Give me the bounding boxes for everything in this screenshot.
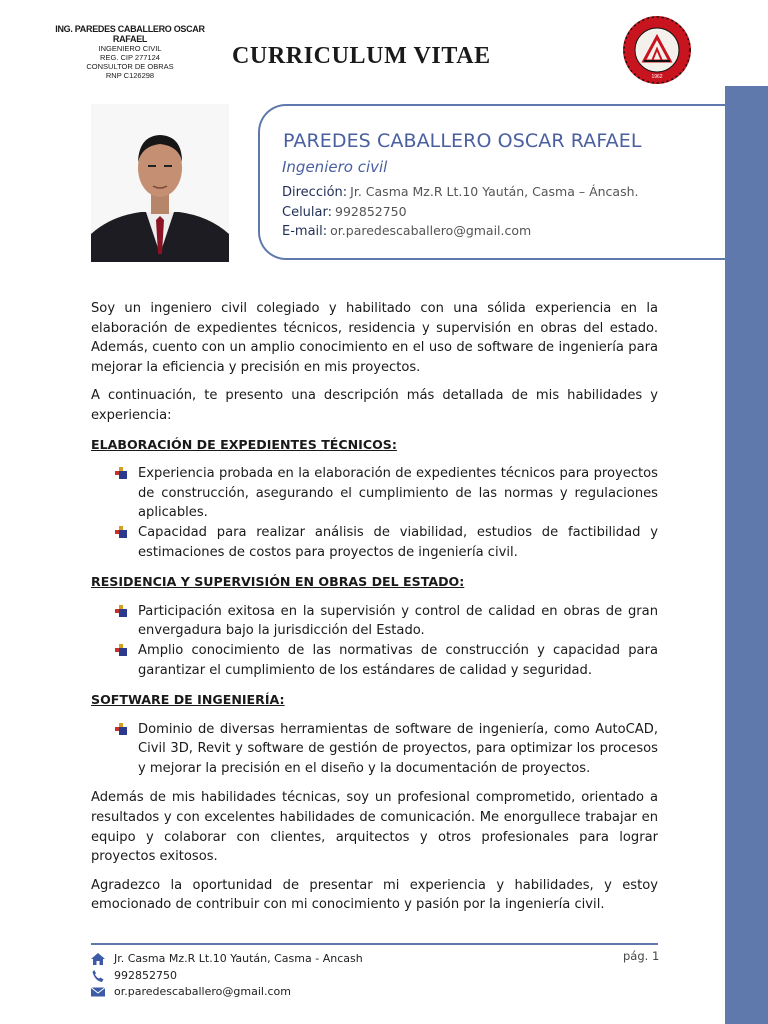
list-item-text: Capacidad para realizar análisis de viabilidad, estudios de factibilidad y estimaciones de costos para proyectos de ingeniería civil.: [138, 524, 658, 560]
footer-address-row: [91, 952, 363, 965]
phone-label: Celular:: [282, 205, 333, 220]
intro-paragraph: Soy un ingeniero civil colegiado y habilitado con una sólida experiencia en la elaboración de expedientes técnicos, residencia y supervisión en obras del estado. Además, cuento con un amplio conocimiento en el uso de software de ingeniería para mejorar la eficiencia y precisión en mis proyectos.: [91, 301, 658, 375]
home-icon: [91, 953, 105, 965]
footer-email[interactable]: or.paredescaballero@gmail.com: [114, 985, 291, 998]
bullet-icon: [115, 467, 127, 479]
list-item: [91, 523, 658, 562]
address-label: Dirección:: [282, 185, 348, 200]
stamp-profession: INGENIERO CIVIL: [98, 44, 162, 53]
list-item: [91, 602, 658, 641]
engineers-college-seal-icon: [622, 15, 692, 85]
list-item: [91, 720, 658, 779]
job-title: Ingeniero civil: [282, 158, 388, 176]
list-item: [91, 464, 658, 523]
professional-stamp: [40, 24, 220, 80]
section-heading: SOFTWARE DE INGENIERÍA:: [91, 692, 285, 708]
lead-paragraph: A continuación, te presento una descripción más detallada de mis habilidades y experiencia:: [91, 388, 658, 423]
envelope-icon: [91, 986, 105, 998]
list-item-text: Experiencia probada en la elaboración de expedientes técnicos para proyectos de construcción, asegurando el cumplimiento de las normas y regulaciones aplicables.: [138, 466, 658, 521]
profile-photo: [91, 104, 229, 262]
list-item-text: Dominio de diversas herramientas de software de ingeniería, como AutoCAD, Civil 3D, Revit y software de gestión de proyectos, para optimizar los procesos y mejorar la precisión en el diseño y la documentación de proyectos.: [138, 721, 658, 776]
footer-phone-row: [91, 969, 177, 982]
email-label: E-mail:: [282, 224, 328, 239]
side-accent-bar: [725, 86, 768, 1024]
phone-value: 992852750: [335, 204, 407, 219]
address-row: [282, 184, 638, 200]
section-heading: RESIDENCIA Y SUPERVISIÓN EN OBRAS DEL ESTADO:: [91, 574, 465, 590]
seal-year: 1962: [651, 74, 663, 80]
stamp-rnp: RNP C126298: [105, 71, 155, 80]
bullet-icon: [115, 723, 127, 735]
phone-icon: [91, 970, 105, 982]
closing-paragraph: Además de mis habilidades técnicas, soy un profesional comprometido, orientado a resultados y con excelentes habilidades de comunicación. Me enorgullece trabajar en equipo y colaborar con clientes, arquitectos y otros profesionales para lograr proyectos exitosos.: [91, 790, 658, 865]
skills-list: [91, 464, 658, 562]
phone-row: [282, 204, 407, 220]
list-item-text: Participación exitosa en la supervisión y control de calidad en obras de gran envergadura bajo la jurisdicción del Estado.: [138, 603, 658, 639]
email-value[interactable]: or.paredescaballero@gmail.com: [330, 223, 532, 238]
full-name: PAREDES CABALLERO OSCAR RAFAEL: [283, 130, 642, 152]
stamp-consultant: CONSULTOR DE OBRAS: [86, 62, 174, 71]
footer-address: Jr. Casma Mz.R Lt.10 Yaután, Casma - Ancash: [114, 952, 363, 965]
skills-list: [91, 602, 658, 680]
closing-paragraph: Agradezco la oportunidad de presentar mi experiencia y habilidades, y estoy emocionado de contribuir con mi conocimiento y pasión por la ingeniería civil.: [91, 877, 658, 913]
cv-body: [91, 299, 658, 924]
skills-list: [91, 720, 658, 779]
document-title: CURRICULUM VITAE: [232, 43, 491, 69]
stamp-name: ING. PAREDES CABALLERO OSCAR RAFAEL: [55, 24, 205, 44]
section-heading: ELABORACIÓN DE EXPEDIENTES TÉCNICOS:: [91, 436, 397, 452]
bullet-icon: [115, 644, 127, 656]
email-row: [282, 223, 531, 239]
footer-email-row: [91, 985, 291, 998]
stamp-cip: REG. CIP 277124: [100, 53, 160, 62]
address-value: Jr. Casma Mz.R Lt.10 Yaután, Casma – Áncash.: [350, 184, 639, 199]
list-item: [91, 641, 658, 680]
page-number: pág. 1: [623, 949, 660, 963]
list-item-text: Amplio conocimiento de las normativas de construcción y capacidad para garantizar el cumplimiento de los estándares de calidad y seguridad.: [138, 642, 658, 678]
footer-divider: [91, 943, 658, 945]
bullet-icon: [115, 526, 127, 538]
footer-phone: 992852750: [114, 969, 177, 982]
bullet-icon: [115, 605, 127, 617]
